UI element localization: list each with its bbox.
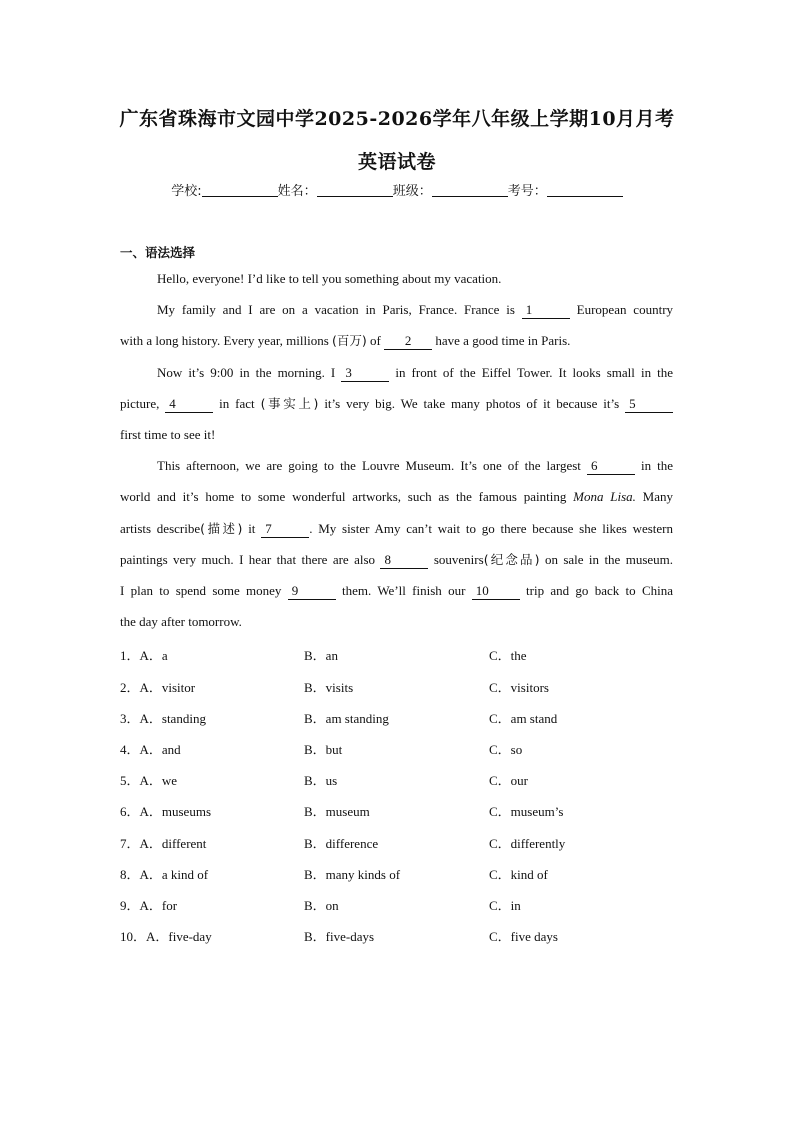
name-label: 姓名： [277,184,317,199]
blank-7[interactable]: 7 [261,521,309,538]
question-row [120,833,680,851]
passage-text: My family and I are on a vacation in Paris, France. France is [157,302,515,317]
option-c[interactable]: C．museum’s [489,804,564,819]
school-field [171,180,277,199]
passage-text: Many [642,489,674,504]
passage-line [157,271,673,287]
passage-text: it [248,521,256,536]
question-row [120,770,680,788]
option-b[interactable]: B．many kinds of [304,867,401,882]
passage-text: on sale in the museum. [544,552,674,567]
option-b[interactable]: B．on [304,898,339,913]
option-c[interactable]: C．so [489,742,523,757]
passage-text: the day after tomorrow. [120,614,242,629]
option-b[interactable]: B．museum [304,804,370,819]
chinese-gloss: (描述) [200,521,243,536]
passage-text: European country [576,302,674,317]
exam-title-line2: 英语试卷 [357,151,436,173]
passage-line [120,427,673,443]
option-a[interactable]: 1．A．a [120,648,168,663]
option-c[interactable]: C．the [489,648,527,663]
school-blank[interactable] [202,184,278,197]
class-field [393,180,508,199]
question-row [120,926,680,944]
option-a[interactable]: 9．A．for [120,898,178,913]
option-b[interactable]: B．difference [304,836,379,851]
passage-line [120,333,673,350]
passage-text: artists describe [120,521,201,536]
painting-title: Mona Lisa. [573,489,636,504]
passage-text: in the [640,458,674,473]
option-b[interactable]: B．us [304,773,338,788]
passage-line [120,614,673,630]
option-c[interactable]: C．differently [489,836,566,851]
passage-text: with a long history. Every year, millions [120,333,329,348]
blank-6[interactable]: 6 [587,458,635,475]
name-field [278,180,393,199]
option-b[interactable]: B．am standing [304,711,389,726]
passage-text: it’s very big. We take many photos of it because it’s [324,396,620,411]
question-row [120,895,680,913]
option-a[interactable]: 5．A．we [120,773,178,788]
name-blank[interactable] [317,184,393,197]
exam-number-field [508,180,623,199]
exam-title-line1: 广东省珠海市文园中学2025-2026学年八年级上学期10月月考 [119,108,675,130]
passage-line [120,521,673,538]
passage-line [120,583,673,600]
passage-text: have a good time in Paris. [435,333,571,348]
chinese-gloss: (百万) [332,333,367,348]
option-a[interactable]: 7．A．different [120,836,207,851]
passage-text: world and it’s home to some wonderful artworks, such as the famous painting [120,489,567,504]
chinese-gloss: (纪念品) [483,552,540,567]
class-label: 班级： [392,184,432,199]
passage-line [157,302,673,319]
option-c[interactable]: C．five days [489,929,558,944]
option-a[interactable]: 3．A．standing [120,711,206,726]
blank-2[interactable]: 2 [384,333,432,350]
passage-text: them. We’ll finish our [342,583,466,598]
option-b[interactable]: B．an [304,648,338,663]
exam-number-blank[interactable] [547,184,623,197]
option-c[interactable]: C．am stand [489,711,558,726]
student-info-row [0,180,794,199]
passage-text: trip and go back to China [526,583,674,598]
option-c[interactable]: C．our [489,773,529,788]
option-a[interactable]: 10．A．five-day [120,929,212,944]
question-row [120,864,680,882]
passage-line [157,365,673,382]
passage-text: in front of the Eiffel Tower. It looks small in the [395,365,674,380]
blank-8[interactable]: 8 [380,552,428,569]
blank-9[interactable]: 9 [288,583,336,600]
blank-3[interactable]: 3 [341,365,389,382]
blank-1[interactable]: 1 [522,302,570,319]
question-row [120,708,680,726]
passage-line [120,396,673,413]
exam-number-label: 考号： [507,184,547,199]
passage-line [120,552,673,569]
blank-4[interactable]: 4 [165,396,213,413]
option-c[interactable]: C．visitors [489,680,549,695]
option-b[interactable]: B．but [304,742,343,757]
option-b[interactable]: B．five-days [304,929,375,944]
option-a[interactable]: 8．A．a kind of [120,867,209,882]
passage-text: . My sister Amy can’t wait to go there because she likes western [309,521,674,536]
passage-text: picture, [120,396,160,411]
school-label: 学校: [171,184,202,199]
passage-text: Now it’s 9:00 in the morning. I [157,365,336,380]
question-row [120,645,680,663]
question-row [120,801,680,819]
passage-text: Hello, everyone! I’d like to tell you something about my vacation. [157,271,502,286]
passage-text: first time to see it! [120,427,216,442]
blank-5[interactable]: 5 [625,396,673,413]
section-heading: 一、语法选择 [120,245,196,260]
option-a[interactable]: 4．A．and [120,742,181,757]
passage-text: paintings very much. I hear that there are also [120,552,376,567]
option-a[interactable]: 2．A．visitor [120,680,196,695]
passage-text: I plan to spend some money [120,583,282,598]
chinese-gloss: (事实上) [260,396,319,411]
option-b[interactable]: B．visits [304,680,354,695]
option-c[interactable]: C．kind of [489,867,548,882]
passage-text: This afternoon, we are going to the Louvre Museum. It’s one of the largest [157,458,581,473]
passage-line [120,489,673,505]
option-a[interactable]: 6．A．museums [120,804,212,819]
class-blank[interactable] [432,184,508,197]
passage-text: of [370,333,381,348]
passage-text: in fact [219,396,255,411]
question-row [120,739,680,757]
passage-text: souvenirs [433,552,484,567]
passage-line [157,458,673,475]
blank-10[interactable]: 10 [472,583,520,600]
question-row [120,677,680,695]
option-c[interactable]: C．in [489,898,521,913]
